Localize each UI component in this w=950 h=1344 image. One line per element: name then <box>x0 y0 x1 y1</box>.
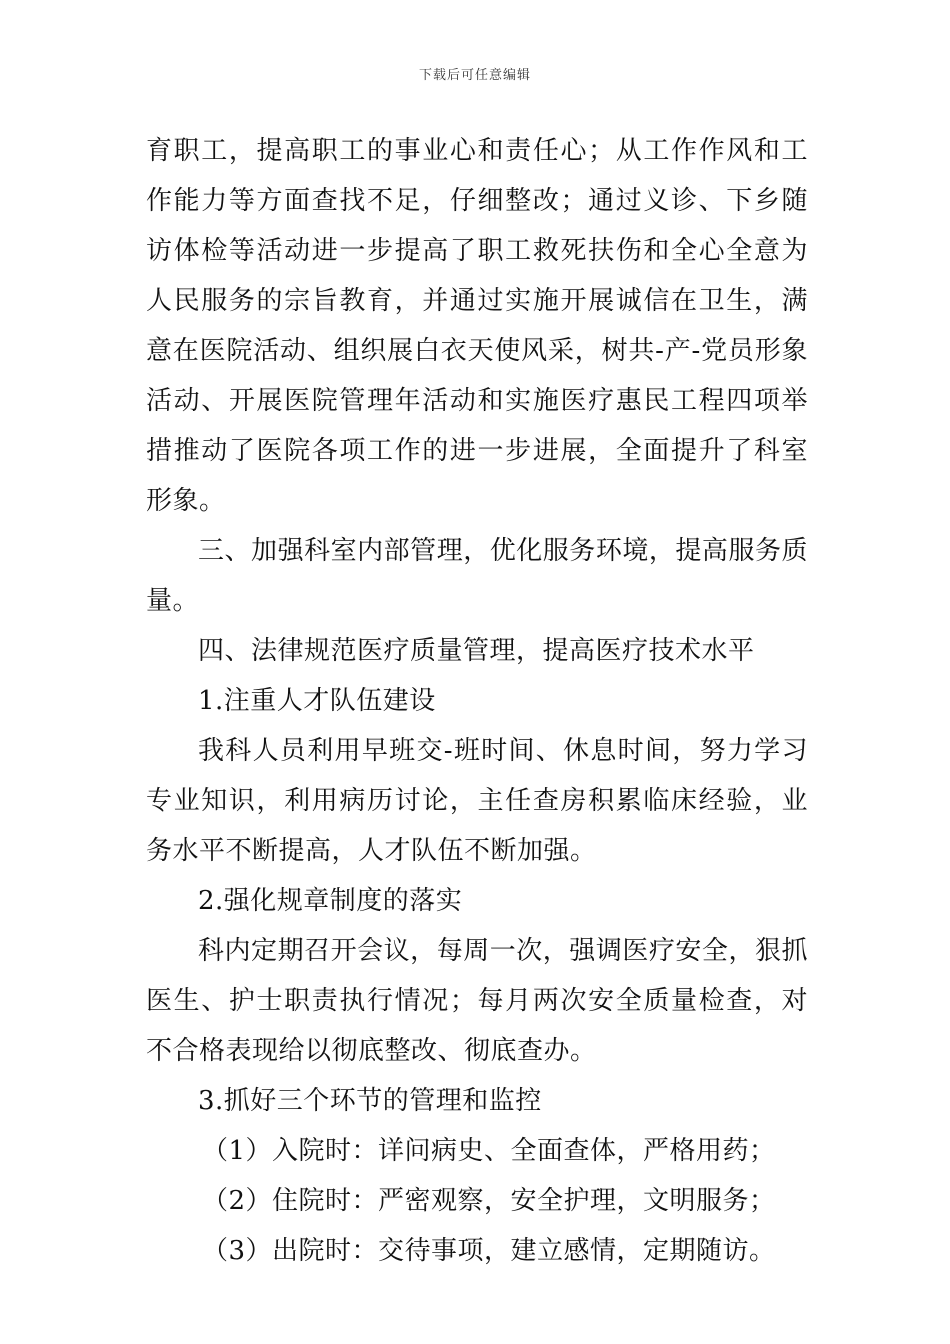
subheading-talent-team: 1.注重人才队伍建设 <box>198 686 436 716</box>
paragraph-staff-education: 育职工，提高职工的事业心和责任心；从工作作风和工作能力等方面查找不足，仔细整改；通过义诊、下乡随访体检等活动进一步提高了职工救死扶伤和全心全意为人民服务的宗旨教育，并通过实施开展诚信在卫生，满意在医院活动、组织展白衣天使风采，树共-产-党员形象活动、开展医院管理年活动和实施医疗惠民工程四项举措推动了医院各项工作的进一步进展，全面提升了科室形象。 <box>146 136 808 516</box>
page-header-note: 下载后可任意编辑 <box>418 68 531 83</box>
subheading-three-links: 3.抓好三个环节的管理和监控 <box>198 1086 542 1116</box>
paragraph-rules: 科内定期召开会议，每周一次，强调医疗安全，狠抓医生、护士职责执行情况；每月两次安全质量检查，对不合格表现给以彻底整改、彻底查办。 <box>146 936 808 1066</box>
section-heading-four: 四、法律规范医疗质量管理，提高医疗技术水平 <box>198 636 755 666</box>
list-item-discharge: （3）出院时：交待事项，建立感情，定期随访。 <box>202 1236 776 1266</box>
list-item-admission: （1）入院时：详问病史、全面查体，严格用药； <box>202 1136 776 1166</box>
section-heading-three: 三、加强科室内部管理，优化服务环境，提高服务质量。 <box>146 536 808 616</box>
document-body <box>146 126 808 1276</box>
list-item-hospitalization: （2）住院时：严密观察，安全护理，文明服务； <box>202 1186 776 1216</box>
paragraph-talent-team: 我科人员利用早班交-班时间、休息时间，努力学习专业知识，利用病历讨论，主任查房积累临床经验，业务水平不断提高，人才队伍不断加强。 <box>146 736 808 866</box>
subheading-rules: 2.强化规章制度的落实 <box>198 886 463 916</box>
